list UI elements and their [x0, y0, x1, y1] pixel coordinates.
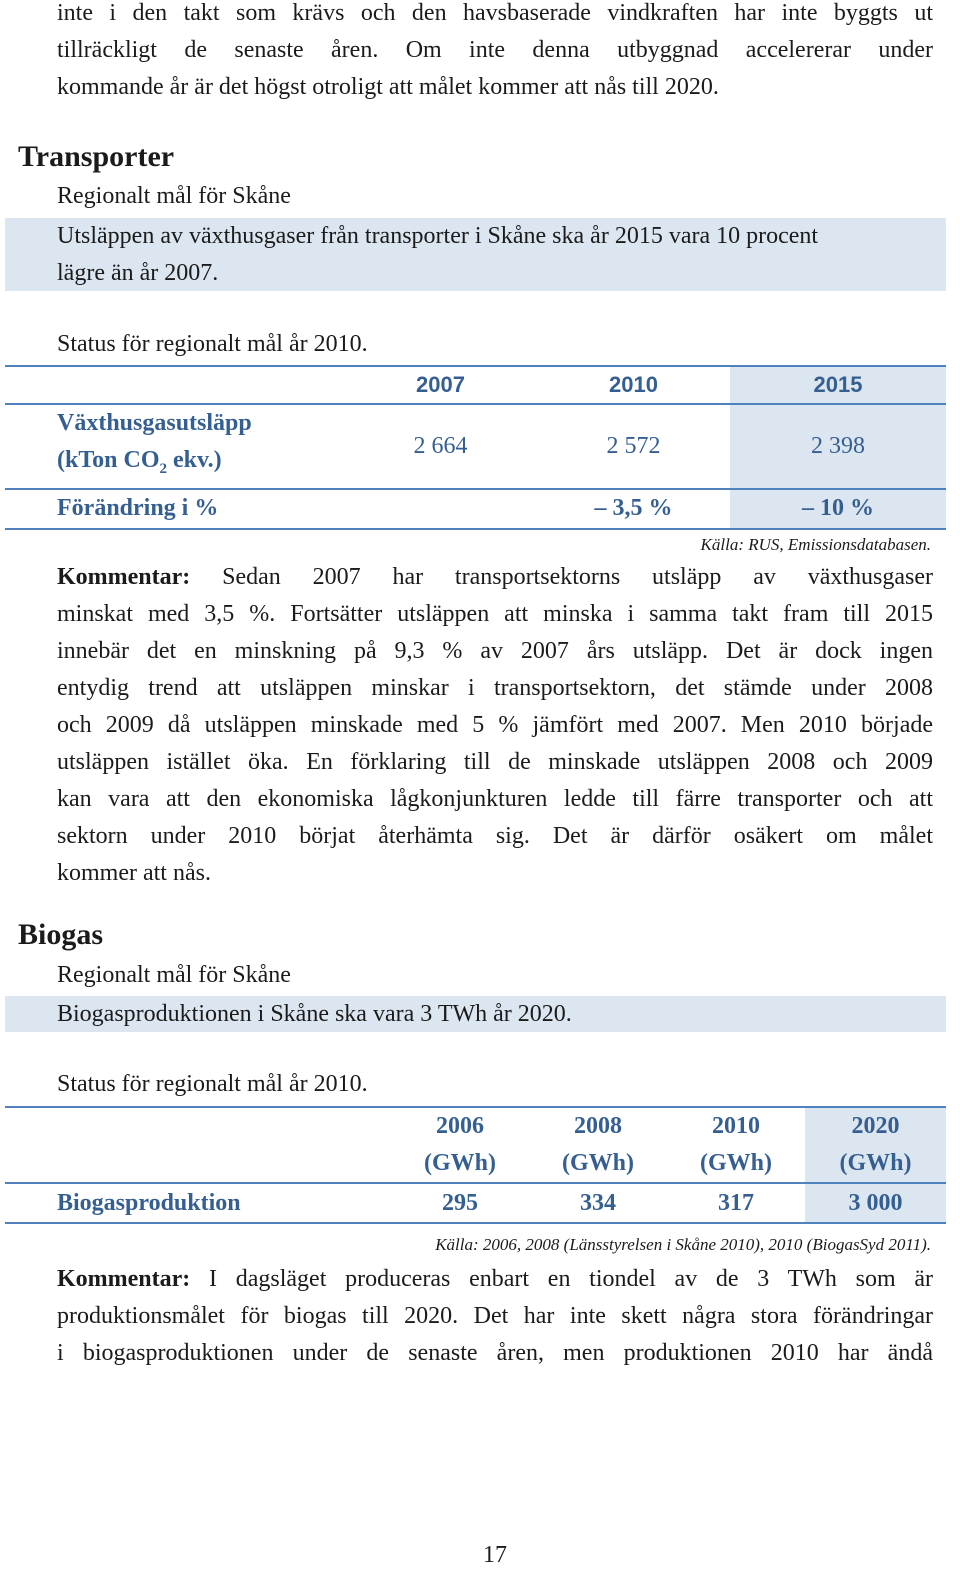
text-line: i biogasproduktionen under de senaste åren, men produktionen 2010 har ändå	[57, 1340, 933, 1366]
row-label-line: Växthusgasutsläpp	[57, 410, 252, 436]
comment-paragraph	[57, 1261, 933, 1372]
intro-paragraph	[57, 0, 933, 106]
source-note: Källa: RUS, Emissionsdatabasen.	[700, 535, 931, 554]
year-header: 2015	[730, 366, 946, 404]
year-label: 2008	[574, 1113, 622, 1139]
table-row	[5, 404, 946, 489]
comment-paragraph	[57, 559, 933, 892]
text-line: produktionsmålet för biogas till 2020. Det har inte skett några stora förändringar	[57, 1303, 933, 1329]
goal-box	[5, 996, 946, 1032]
text-line: minskat med 3,5 %. Fortsätter utsläppen att minska i samma takt fram till 2015	[57, 601, 933, 627]
goal-label: Regionalt mål för Skåne	[57, 962, 291, 988]
table-cell: 317	[718, 1189, 754, 1216]
comment-label: Kommentar:	[57, 564, 191, 590]
goal-box	[5, 218, 946, 291]
year-label: 2020	[851, 1113, 900, 1139]
year-header: 2007	[416, 372, 465, 397]
text-line: inte i den takt som krävs och den havsbaserade vindkraften har inte byggts ut	[57, 0, 933, 26]
text-line	[57, 559, 933, 596]
subscript: 2	[159, 460, 167, 477]
section-heading-biogas: Biogas	[18, 918, 104, 951]
comment-label: Kommentar:	[57, 1266, 191, 1292]
section-heading-transporter: Transporter	[18, 140, 175, 173]
year-header	[667, 1107, 805, 1183]
text-line: och 2009 då utsläppen minskade med 5 % jämfört med 2007. Men 2010 började	[57, 712, 933, 738]
table-cell: 3 000	[805, 1183, 946, 1223]
text-line: kommer att nås.	[57, 860, 211, 886]
table-cell	[344, 489, 537, 529]
unit-label: (GWh)	[562, 1150, 634, 1176]
status-label: Status för regionalt mål år 2010.	[57, 331, 368, 357]
year-header	[529, 1107, 667, 1183]
text-line: lägre än år 2007.	[57, 260, 219, 286]
text-line: utsläppen istället öka. En förklaring till de minskade utsläppen 2008 och 2009	[57, 749, 933, 775]
table-cell: 2 572	[606, 432, 661, 459]
row-label-change: Förändring i %	[57, 495, 219, 522]
table-cell: 334	[580, 1189, 616, 1216]
text-line: sektorn under 2010 börjat återhämta sig. Det är därför osäkert om målet	[57, 823, 933, 849]
text-line: kommande år är det högst otroligt att målet kommer att nås till 2020.	[57, 74, 719, 100]
biogas-status-table	[5, 1106, 946, 1224]
table-cell: – 10 %	[730, 489, 946, 529]
table-header-row	[5, 366, 946, 404]
table-cell: 2 398	[730, 404, 946, 489]
text-line: innebär det en minskning på 9,3 % av 2007 års utsläpp. Det är dock ingen	[57, 638, 933, 664]
text-line: Utsläppen av växthusgaser från transporter i Skåne ska år 2015 vara 10 procent	[57, 223, 819, 249]
comment-text: I dagsläget produceras enbart en tiondel av de 3 TWh som är	[190, 1266, 933, 1292]
source-note: Källa: 2006, 2008 (Länsstyrelsen i Skåne 2010), 2010 (BiogasSyd 2011).	[435, 1235, 931, 1254]
transport-status-table	[5, 365, 946, 530]
text-line: entydig trend att utsläppen minskar i transportsektorn, det stämde under 2008	[57, 675, 933, 701]
year-header	[805, 1107, 946, 1183]
row-label-line: ekv.)	[167, 447, 222, 473]
row-label-biogas: Biogasproduktion	[57, 1189, 241, 1216]
goal-text	[5, 996, 946, 1033]
year-header: 2010	[609, 372, 658, 397]
text-line: Biogasproduktionen i Skåne ska vara 3 TWh år 2020.	[57, 1001, 572, 1027]
table-header-row	[5, 1107, 946, 1183]
row-label-emissions	[5, 404, 344, 489]
unit-label: (GWh)	[424, 1150, 496, 1176]
table-cell: 2 664	[413, 432, 468, 459]
text-line: kan vara att den ekonomiska lågkonjunkturen ledde till färre transporter och att	[57, 786, 933, 812]
text-line	[57, 1261, 933, 1298]
unit-label: (GWh)	[700, 1150, 772, 1176]
year-header	[391, 1107, 529, 1183]
status-label: Status för regionalt mål år 2010.	[57, 1071, 368, 1097]
table-row	[5, 1183, 946, 1223]
comment-text: Sedan 2007 har transportsektorns utsläpp av växthusgaser	[190, 564, 933, 590]
table-row	[5, 489, 946, 529]
unit-label: (GWh)	[839, 1150, 912, 1176]
page-number: 17	[483, 1542, 507, 1568]
goal-label: Regionalt mål för Skåne	[57, 183, 291, 209]
row-label-line: (kTon CO	[57, 447, 160, 473]
goal-text	[5, 218, 946, 292]
year-label: 2010	[712, 1113, 760, 1139]
table-cell: – 3,5 %	[594, 495, 673, 522]
year-label: 2006	[436, 1113, 484, 1139]
table-cell: 295	[442, 1189, 478, 1216]
text-line: tillräckligt de senaste åren. Om inte denna utbyggnad accelererar under	[57, 37, 933, 63]
